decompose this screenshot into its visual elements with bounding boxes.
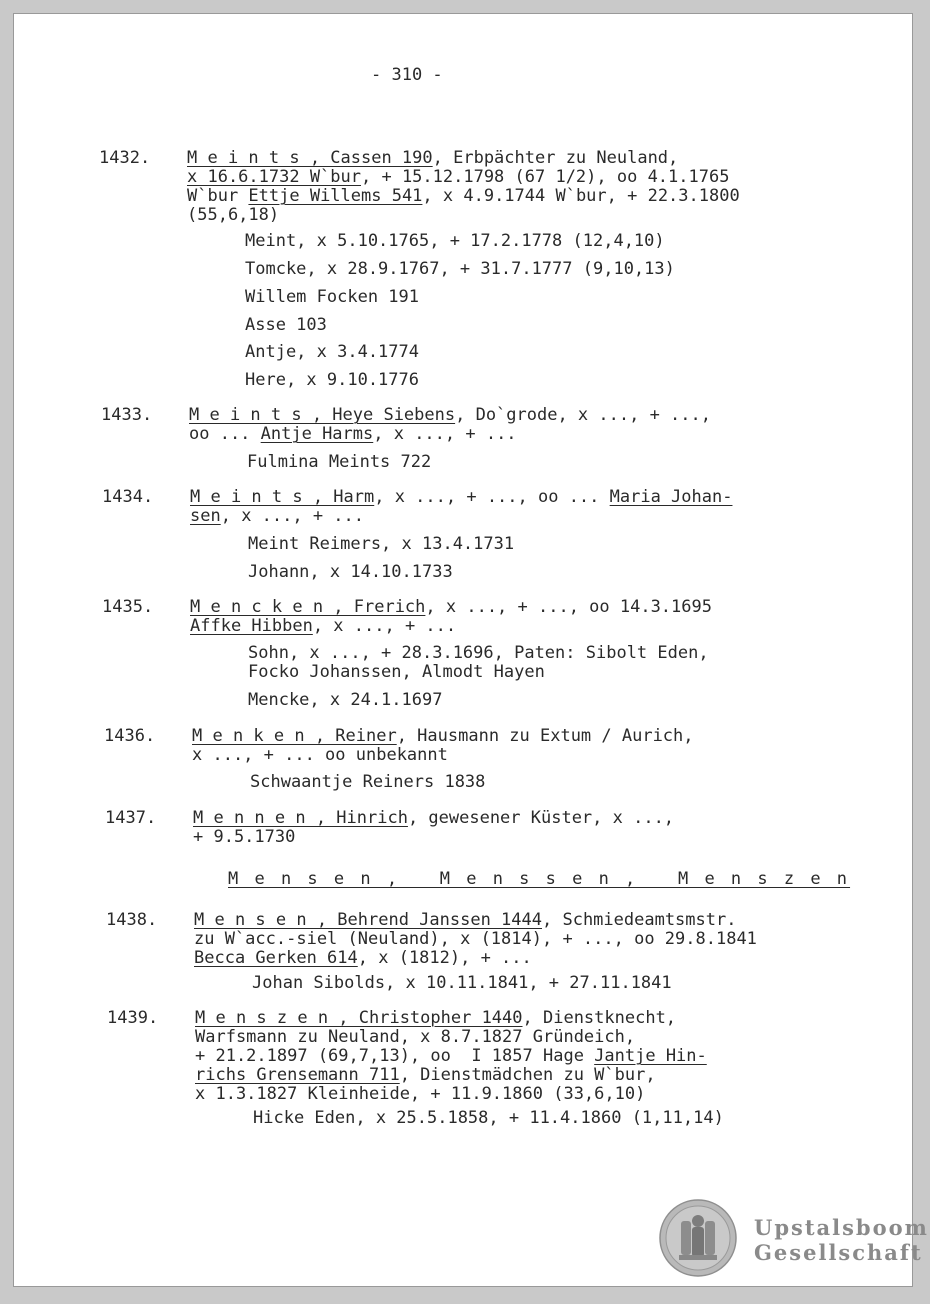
child-entry: Hicke Eden, x 25.5.1858, + 11.4.1860 (1,11,14) [253,1108,724,1128]
entry-line [192,727,694,746]
entry-line [195,1047,707,1066]
child-entry: Johan Sibolds, x 10.11.1841, + 27.11.1841 [252,973,672,993]
page-number: - 310 - [371,65,443,85]
entry-line [195,1028,635,1047]
underlined-name: Jantje Hin- [594,1046,707,1066]
underlined-name: Maria Johan- [609,487,733,507]
entry-line [193,809,674,828]
entry-number: 1438. [106,910,158,930]
entry-text: + 21.2.1897 (69,7,13), oo I 1857 Hage [195,1046,595,1066]
entry-number: 1432. [99,148,151,168]
entry-text: , Dienstmädchen zu W`bur, [399,1065,656,1085]
entry-line [187,168,729,187]
child-entry: Asse 103 [245,315,327,335]
underlined-name: sen [190,506,221,526]
child-entry: Antje, x 3.4.1774 [245,342,419,362]
entry-line [195,1085,645,1104]
entry-text: x 1.3.1827 Kleinheide, + 11.9.1860 (33,6,10) [195,1084,646,1104]
entry-line [193,828,295,847]
section-heading: M e n s e n , M e n s s e n , M e n s z e n [228,869,851,889]
entry-line [187,206,279,225]
entry-text: zu W`acc.-siel (Neuland), x (1814), + ..., oo 29.8.1841 [194,929,757,949]
entry-text: x ..., + ... oo unbekannt [192,745,448,765]
entry-line [189,425,517,444]
entry-line [194,911,736,930]
society-logo [659,1199,929,1279]
entry-number: 1434. [102,487,154,507]
entry-text: , Hausmann zu Extum / Aurich, [396,726,694,746]
entry-line [195,1009,676,1028]
entry-number: 1439. [107,1008,159,1028]
underlined-name: M e i n t s , Cassen 190 [187,148,433,168]
underlined-name: Affke Hibben [190,616,313,636]
child-entry: Johann, x 14.10.1733 [248,562,453,582]
underlined-name: M e i n t s , Harm [190,487,375,507]
child-entry: Schwaantje Reiners 1838 [250,772,486,792]
underlined-name: M e i n t s , Heye Siebens [189,405,456,425]
underlined-name: Ettje Willems 541 [248,186,423,206]
entry-line [192,746,448,765]
underlined-name: Becca Gerken 614 [194,948,358,968]
logo-text [754,1215,929,1265]
entry-line [194,930,757,949]
underlined-name: Antje Harms [260,424,374,444]
underlined-name: M e n c k e n , Frerich [190,597,426,617]
entry-text: W`bur [187,186,249,206]
entry-number: 1435. [102,597,154,617]
child-entry: Meint Reimers, x 13.4.1731 [248,534,515,554]
entry-line [187,149,678,168]
entry-text: , gewesener Küster, x ..., [407,808,675,828]
underlined-name: x 16.6.1732 W`bur [187,167,361,187]
entry-text: , x ..., + ... [220,506,365,526]
child-entry: Here, x 9.10.1776 [245,370,419,390]
entry-text: , Schmiedeamtsmstr. [542,910,737,930]
entry-line [194,949,532,968]
logo-line-1: Upstalsboom [754,1215,929,1240]
underlined-name: M e n k e n , Reiner [192,726,397,746]
underlined-name: M e n s z e n , Christopher 1440 [195,1008,523,1028]
entry-text: oo ... [189,424,261,444]
child-entry: Meint, x 5.10.1765, + 17.2.1778 (12,4,10) [245,231,665,251]
entry-text: , Do`grode, x ..., + ..., [455,405,711,425]
entry-text: , + 15.12.1798 (67 1/2), oo 4.1.1765 [361,167,730,187]
entry-text: , Dienstknecht, [522,1008,677,1028]
child-entry: Sohn, x ..., + 28.3.1696, Paten: Sibolt Eden, Focko Johanssen, Almodt Hayen [248,643,709,682]
entry-line [195,1066,656,1085]
entry-number: 1433. [101,405,153,425]
entry-text: , Erbpächter zu Neuland, [432,148,679,168]
entry-line [187,187,740,206]
child-entry: Tomcke, x 28.9.1767, + 31.7.1777 (9,10,13) [245,259,675,279]
entry-line [189,406,711,425]
entry-text: + 9.5.1730 [193,827,296,847]
underlined-name: richs Grensemann 711 [195,1065,400,1085]
underlined-name: M e n s e n , Behrend Janssen 1444 [194,910,542,930]
entry-text: , x ..., + ..., oo 14.3.1695 [425,597,712,617]
entry-line [190,507,364,526]
entry-line [190,598,712,617]
entry-text: (55,6,18) [187,205,280,225]
underlined-name: M e n n e n , Hinrich [193,808,408,828]
child-entry: Mencke, x 24.1.1697 [248,690,443,710]
entry-text: Warfsmann zu Neuland, x 8.7.1827 Gründeich, [195,1027,636,1047]
entry-line [190,617,456,636]
entry-text: , x 4.9.1744 W`bur, + 22.3.1800 [422,186,740,206]
entry-text: , x ..., + ... [312,616,457,636]
entry-number: 1436. [104,726,156,746]
entry-text: , x ..., + ..., oo ... [374,487,610,507]
child-entry: Fulmina Meints 722 [247,452,432,472]
document-page [13,13,929,1287]
entry-text: , x ..., + ... [373,424,517,444]
logo-line-2: Gesellschaft [754,1240,923,1265]
seal-icon [659,1199,737,1277]
entry-text: , x (1812), + ... [357,948,532,968]
entry-line [190,488,732,507]
child-entry: Willem Focken 191 [245,287,419,307]
entry-number: 1437. [105,808,157,828]
